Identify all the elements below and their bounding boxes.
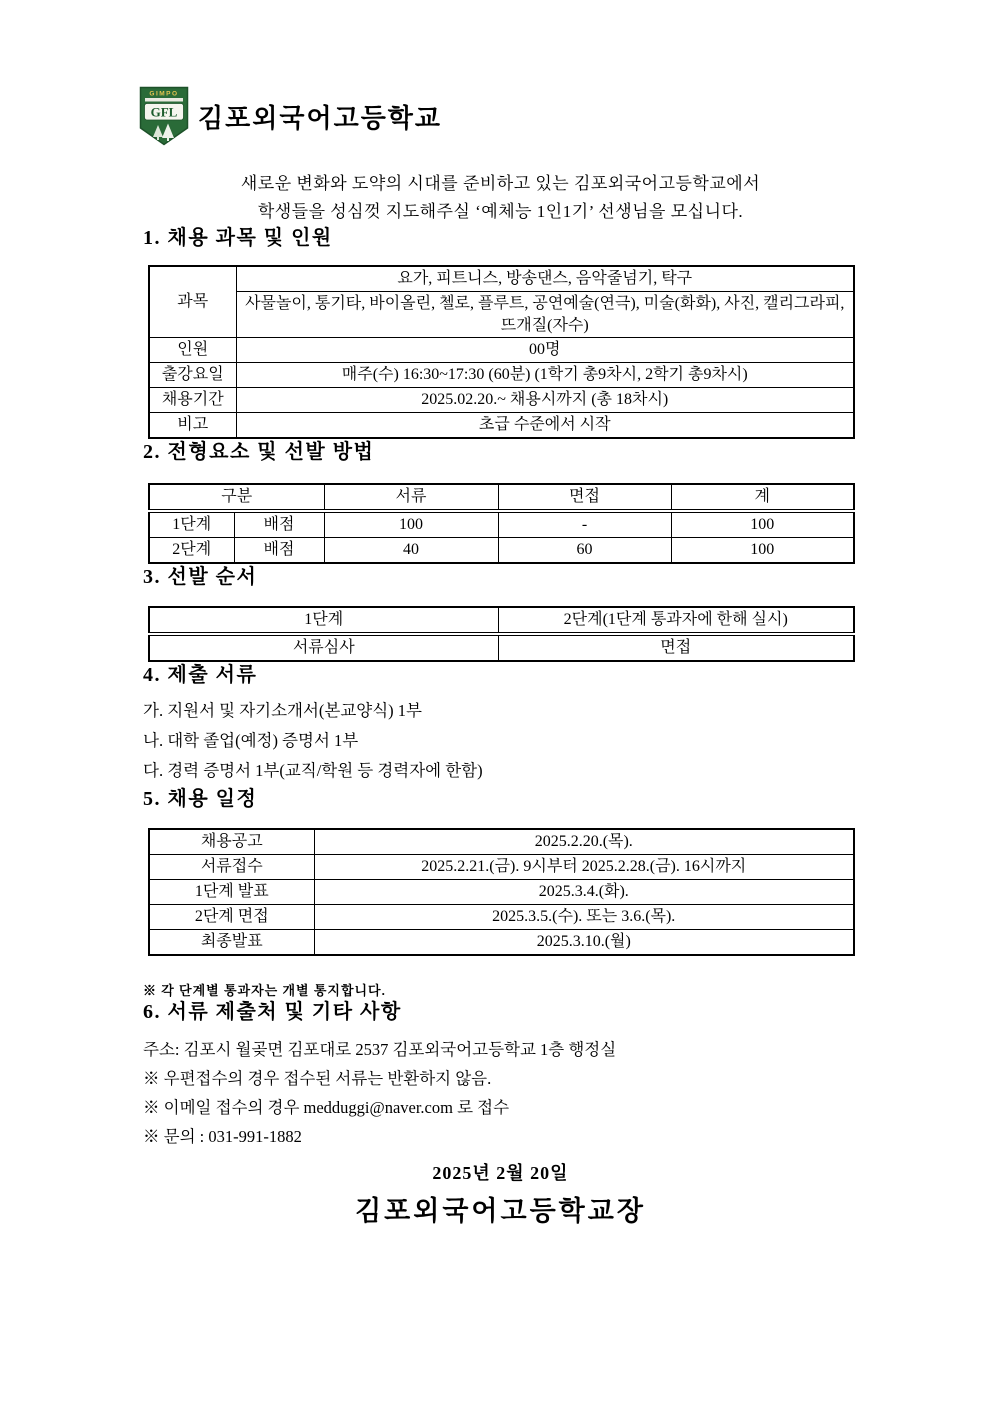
stage1-type: 배점 [234, 511, 324, 538]
school-name: 김포외국어고등학교 [198, 103, 443, 133]
row-label-subject: 과목 [149, 266, 236, 338]
schedule-row-value: 2025.3.10.(월) [314, 930, 854, 956]
period-value: 2025.02.20.~ 채용시까지 (총 18차시) [236, 388, 854, 413]
stage2-label: 2단계 [149, 538, 234, 564]
schedule-note: ※ 각 단계별 통과자는 개별 통지합니다. [143, 983, 386, 999]
intro-line-2: 학생들을 성심껏 지도해주실 ‘예체능 1인1기’ 선생님을 모십니다. [257, 201, 744, 221]
schedule-table [148, 828, 855, 956]
table-row [149, 511, 854, 538]
intro-line-1: 새로운 변화와 도약의 시대를 준비하고 있는 김포외국어고등학교에서 [240, 174, 761, 193]
header-category: 구분 [149, 484, 324, 511]
schedule-value: 매주(수) 16:30~17:30 (60분) (1학기 총9차시, 2학기 총9차시) [236, 363, 854, 388]
list-item: 다. 경력 증명서 1부(교직/학원 등 경력자에 한함) [143, 761, 483, 781]
selection-order-table [148, 606, 855, 662]
row-label-period: 채용기간 [149, 388, 236, 413]
logo-gfl-text: GFL [150, 104, 178, 120]
schedule-row-label: 서류접수 [149, 855, 314, 880]
section5-title: 5. 채용 일정 [143, 788, 258, 811]
subject-list-1: 요가, 피트니스, 방송댄스, 음악줄넘기, 탁구 [236, 266, 854, 292]
table-row [149, 538, 854, 564]
schedule-row-value: 2025.3.5.(수). 또는 3.6.(목). [314, 905, 854, 930]
section4-title: 4. 제출 서류 [143, 664, 258, 687]
logo-band [145, 98, 183, 102]
school-shield-logo-icon [139, 86, 189, 146]
schedule-row-label: 채용공고 [149, 829, 314, 855]
submission-documents-list [143, 696, 992, 786]
stage2-type: 배점 [234, 538, 324, 564]
evaluation-table [148, 483, 855, 564]
row-label-remark: 비고 [149, 413, 236, 439]
section2-title: 2. 전형요소 및 선발 방법 [143, 441, 375, 464]
table-row [149, 266, 854, 292]
order-stage1-header: 1단계 [149, 607, 498, 634]
section1-title: 1. 채용 과목 및 인원 [143, 227, 333, 250]
subject-list-2: 사물놀이, 통기타, 바이올린, 첼로, 플루트, 공연예술(연극), 미술(화화), 사진, 캘리그라피, 뜨개질(자수) [236, 292, 854, 338]
school-header [0, 0, 992, 146]
table-row [149, 930, 854, 956]
stage2-docs-score: 40 [324, 538, 498, 564]
row-label-headcount: 인원 [149, 338, 236, 363]
order-stage2-header: 2단계(1단계 통과자에 한해 실시) [498, 607, 854, 634]
stage2-interview-score: 60 [498, 538, 671, 564]
address-line: 주소: 김포시 월곶면 김포대로 2537 김포외국어고등학교 1층 행정실 [143, 1040, 617, 1060]
headcount-value: 00명 [236, 338, 854, 363]
stage1-interview-score: - [498, 511, 671, 538]
schedule-row-label: 2단계 면접 [149, 905, 314, 930]
table-row [149, 388, 854, 413]
schedule-row-value: 2025.2.20.(목). [314, 829, 854, 855]
contact-info-block [143, 1035, 992, 1151]
list-item: 나. 대학 졸업(예정) 증명서 1부 [143, 731, 359, 751]
table-header-row [149, 607, 854, 634]
table-row [149, 829, 854, 855]
schedule-row-value: 2025.2.21.(금). 9시부터 2025.2.28.(금). 16시까지 [314, 855, 854, 880]
table-row [149, 292, 854, 338]
table-header-row [149, 484, 854, 511]
phone-line: ※ 문의 : 031-991-1882 [143, 1127, 302, 1147]
header-total: 계 [671, 484, 854, 511]
remark-value: 초급 수준에서 시작 [236, 413, 854, 439]
table-row [149, 363, 854, 388]
schedule-row-value: 2025.3.4.(화). [314, 880, 854, 905]
section3-title: 3. 선발 순서 [143, 566, 258, 589]
schedule-row-label: 최종발표 [149, 930, 314, 956]
order-stage1-value: 서류심사 [149, 634, 498, 661]
table-row [149, 880, 854, 905]
schedule-row-label: 1단계 발표 [149, 880, 314, 905]
email-line: ※ 이메일 접수의 경우 medduggi@naver.com 로 접수 [143, 1098, 510, 1118]
table-row [149, 413, 854, 439]
document-date: 2025년 2월 20일 [432, 1163, 569, 1184]
table-row [149, 634, 854, 661]
header-documents: 서류 [324, 484, 498, 511]
stage1-label: 1단계 [149, 511, 234, 538]
order-stage2-value: 면접 [498, 634, 854, 661]
stage1-total-score: 100 [671, 511, 854, 538]
table-row [149, 338, 854, 363]
logo-gimpo-text: GIMPO [149, 90, 179, 98]
recruitment-subjects-table [148, 265, 855, 439]
mail-note-line: ※ 우편접수의 경우 접수된 서류는 반환하지 않음. [143, 1069, 492, 1089]
list-item: 가. 지원서 및 자기소개서(본교양식) 1부 [143, 701, 422, 721]
table-row [149, 905, 854, 930]
header-interview: 면접 [498, 484, 671, 511]
table-row [149, 855, 854, 880]
principal-signature: 김포외국어고등학교장 [355, 1196, 646, 1227]
stage1-docs-score: 100 [324, 511, 498, 538]
section6-title: 6. 서류 제출처 및 기타 사항 [143, 1001, 402, 1024]
stage2-total-score: 100 [671, 538, 854, 564]
row-label-schedule: 출강요일 [149, 363, 236, 388]
intro-paragraph [148, 170, 853, 225]
